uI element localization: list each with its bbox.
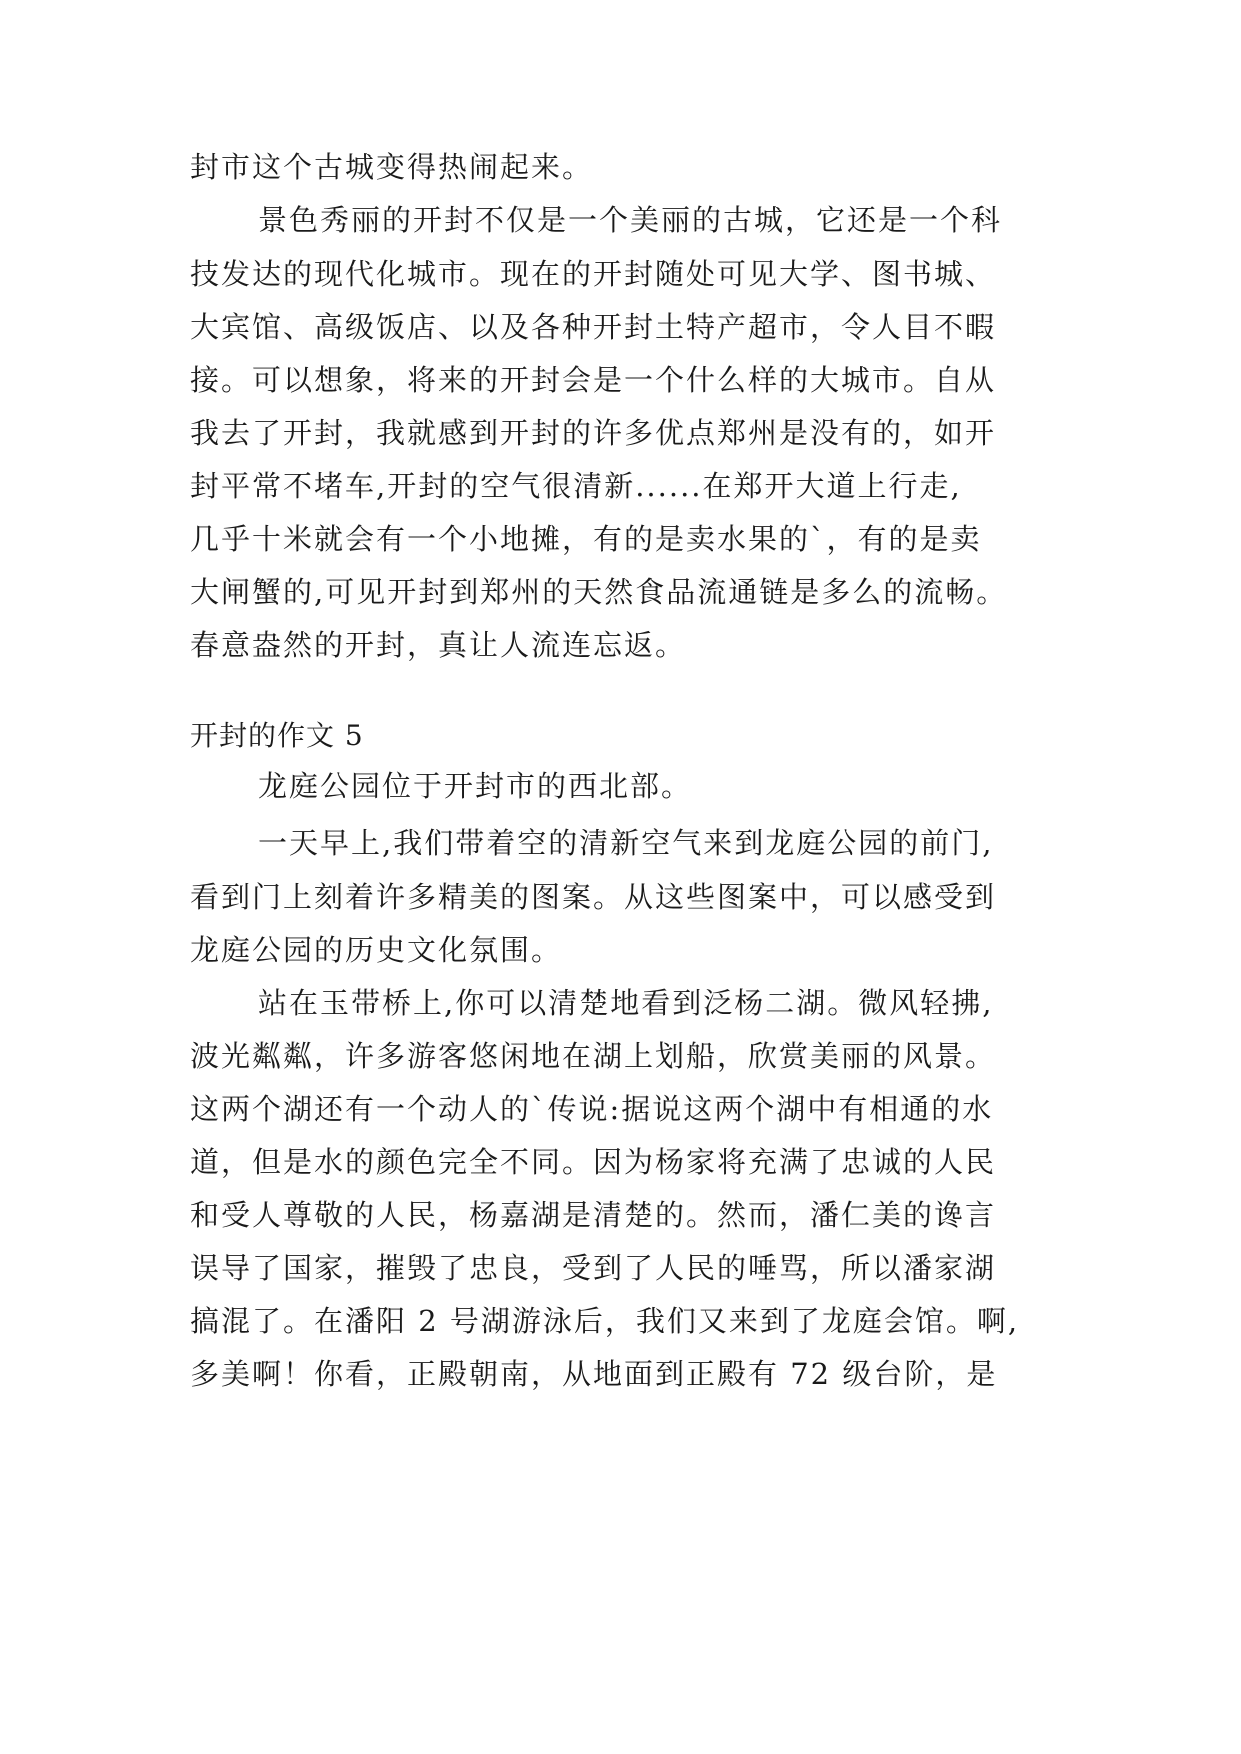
text-line: 春意盎然的开封，真让人流连忘返。	[190, 628, 687, 662]
text-line: 多美啊！你看，正殿朝南，从地面到正殿有 72 级台阶，是	[190, 1357, 998, 1391]
text-line: 和受人尊敬的人民，杨嘉湖是清楚的。然而，潘仁美的谗言	[190, 1198, 997, 1232]
text-line: 看到门上刻着许多精美的图案。从这些图案中，可以感受到	[190, 880, 997, 914]
text-line: 这两个湖还有一个动人的`传说:据说这两个湖中有相通的水	[190, 1092, 994, 1126]
text-line: 波光粼粼，许多游客悠闲地在湖上划船，欣赏美丽的风景。	[190, 1039, 997, 1073]
text-line: 道，但是水的颜色完全不同。因为杨家将充满了忠诚的人民	[190, 1145, 997, 1179]
paragraph-start-line: 景色秀丽的开封不仅是一个美丽的古城，它还是一个科	[258, 203, 1003, 237]
text-line: 封平常不堵车,开封的空气很清新......在郑开大道上行走,	[190, 469, 962, 503]
text-line: 封市这个古城变得热闹起来。	[190, 150, 594, 184]
text-line: 技发达的现代化城市。现在的开封随处可见大学、图书城、	[190, 257, 997, 291]
paragraph-start-line: 一天早上,我们带着空的清新空气来到龙庭公园的前门,	[258, 826, 994, 860]
paragraph-start-line: 站在玉带桥上,你可以清楚地看到泛杨二湖。微风轻拂,	[258, 986, 994, 1020]
text-line: 接。可以想象，将来的开封会是一个什么样的大城市。自从	[190, 363, 997, 397]
text-line: 误导了国家，摧毁了忠良，受到了人民的唾骂，所以潘家湖	[190, 1251, 997, 1285]
text-line: 我去了开封，我就感到开封的许多优点郑州是没有的，如开	[190, 416, 997, 450]
paragraph-start-line: 龙庭公园位于开封市的西北部。	[258, 769, 693, 803]
text-line: 搞混了。在潘阳 2 号湖游泳后，我们又来到了龙庭会馆。啊,	[190, 1304, 1020, 1338]
text-line: 大闸蟹的,可见开封到郑州的天然食品流通链是多么的流畅。	[190, 575, 1008, 609]
text-line: 几乎十米就会有一个小地摊，有的是卖水果的`，有的是卖	[190, 522, 982, 556]
section-heading: 开封的作文 5	[190, 719, 364, 752]
text-line: 大宾馆、高级饭店、以及各种开封土特产超市，令人目不暇	[190, 310, 997, 344]
text-line: 龙庭公园的历史文化氛围。	[190, 933, 563, 967]
